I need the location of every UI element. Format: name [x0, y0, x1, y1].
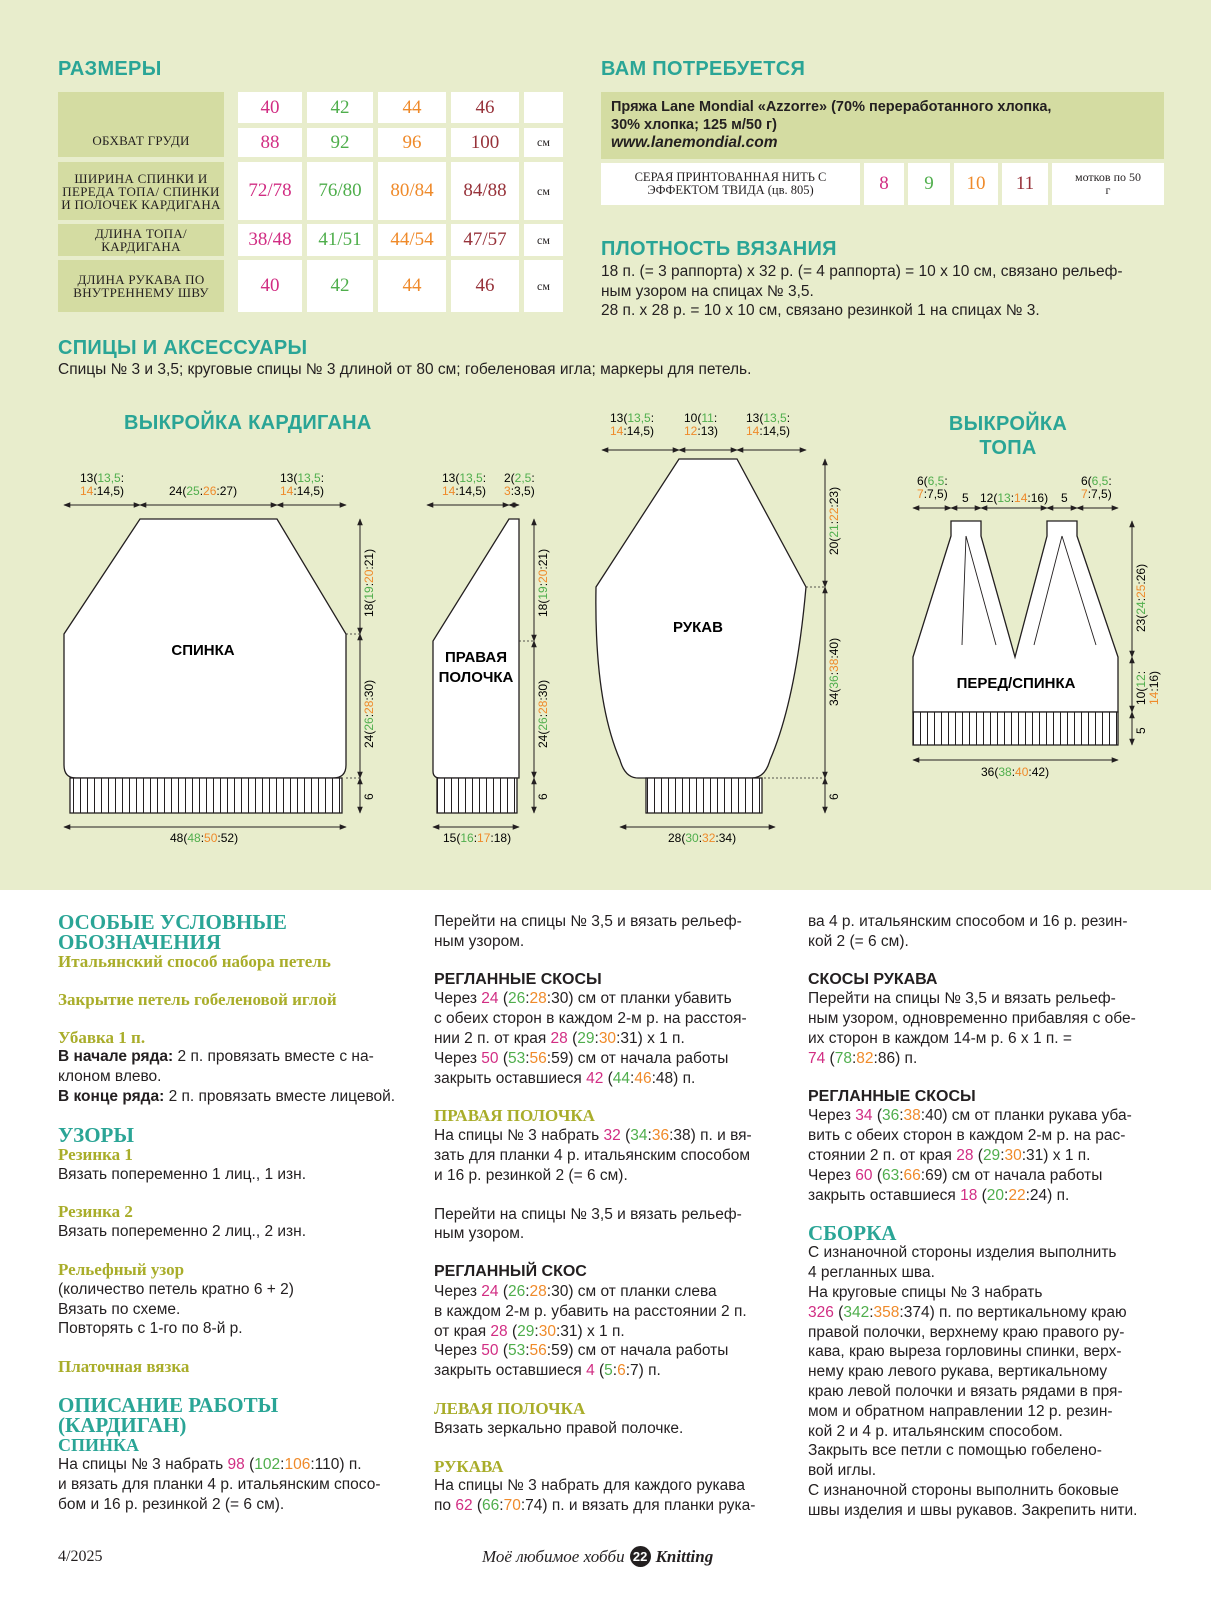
decrease-start	[58, 1047, 418, 1067]
svg-text:5: 5	[962, 491, 969, 505]
back-text-3: бом и 16 р. резинкой 2 (= 6 см).	[58, 1495, 285, 1513]
yarn-amount: 8	[864, 163, 904, 205]
svg-text:14:14,5): 14:14,5)	[442, 484, 487, 498]
yarn-color-label: СЕРАЯ ПРИНТОВАННАЯ НИТЬ С ЭФФЕКТОМ ТВИДА (цв. 805)	[601, 163, 860, 205]
decrease-title: Убавка 1 п.	[58, 1027, 146, 1047]
size-col-4: 46	[451, 92, 519, 123]
top-label: ПЕРЕД/СПИНКА	[956, 675, 1076, 692]
size-cell: 72/78	[238, 162, 302, 220]
symbols-heading-1: ОСОБЫЕ УСЛОВНЫЕ	[58, 910, 287, 934]
svg-text:12:13): 12:13)	[684, 424, 719, 438]
decrease-start-text-2: клоном влево.	[58, 1068, 162, 1086]
gauge-text	[601, 262, 1171, 321]
garter-title: Платочная вязка	[58, 1357, 190, 1377]
column-2: Перейти на спицы № 3,5 и вязать рельеф- ным узором. РЕГЛАННЫЕ СКОСЫ Через 24 (26:28:30) см от планки убавить с обеих сторон в каждом 2-м р. на расстоя- нии 2 п. от края 28 (29:30:31) х 1 п. Через 50 (53:56:59) см от начала работы закрыть оставшиеся 42 (44:46:48) п. ПРАВАЯ ПОЛОЧКА На спицы № 3 набрать 32 (34:36:38) п. и вя- зать для планки 4 р. итальянским способом и 16 р. резинкой 2 (= 6 см). Перейти на спицы № 3,5 и вязать рельеф- ным узором. РЕГЛАННЫЙ СКОС Через 24 (26:28:30) см от планки слева в каждом 2-м р. убавить на расстоянии 2 п. от края 28 (29:30:31) х 1 п. Через 50 (53:56:59) см от начала работы закрыть оставшиеся 4 (5:6:7) п. ЛЕВАЯ ПОЛОЧКА Вязать зеркально правой полочке. РУКАВА На спицы № 3 набрать для каждого рукава по 62 (66:70:74) п. и вязать для планки рука-	[434, 913, 756, 1515]
needles-text: Спицы № 3 и 3,5; круговые спицы № 3 длиной от 80 см; гобеленовая игла; маркеры для петель.	[58, 361, 752, 378]
svg-text:34(36:38:40): 34(36:38:40)	[827, 637, 841, 706]
column-1	[58, 912, 418, 1514]
size-cell: 44/54	[378, 224, 446, 256]
front-label-1: ПРАВАЯ	[445, 649, 507, 666]
yarn-amount-unit: мотков по 50 г	[1052, 163, 1164, 205]
svg-text:6(6,5:: 6(6,5:	[917, 474, 948, 488]
svg-text:7:7,5): 7:7,5)	[1081, 487, 1112, 501]
size-cell: 96	[378, 128, 446, 157]
svg-text:18(19:20:21): 18(19:20:21)	[362, 548, 376, 617]
svg-text:24(25:26:27): 24(25:26:27)	[169, 484, 238, 498]
pattern-schematics	[0, 395, 1211, 865]
decrease-start-label: В начале ряда:	[58, 1048, 174, 1066]
needles-heading: СПИЦЫ И АКСЕССУАРЫ	[58, 337, 308, 359]
size-cell: 38/48	[238, 224, 302, 256]
svg-text:10(12:: 10(12:	[1134, 670, 1148, 705]
yarn-amount: 10	[954, 163, 998, 205]
sizes-heading: РАЗМЕРЫ	[58, 58, 162, 80]
tapestry-bind-off: Закрытие петель гобеленовой иглой	[58, 989, 337, 1009]
size-label-sleeve: ДЛИНА РУКАВА ПО ВНУТРЕННЕМУ ШВУ	[58, 260, 224, 312]
sleeve-ribbing	[646, 778, 762, 813]
svg-text:14:16): 14:16)	[1147, 670, 1161, 705]
materials-heading: ВАМ ПОТРЕБУЕТСЯ	[601, 58, 806, 80]
size-cell: 44	[378, 260, 446, 312]
back-title: СПИНКА	[58, 1434, 140, 1455]
size-unit: см	[524, 224, 563, 256]
size-cell: 100	[451, 128, 519, 157]
svg-text:10(11:: 10(11:	[684, 411, 718, 425]
column-3: ва 4 р. итальянским способом и 16 р. резин- кой 2 (= 6 см). СКОСЫ РУКАВА Перейти на спицы № 3,5 и вязать рельеф- ным узором, одновременно прибавляя с обе- их сторон в каждом 14-м р. 6 х 1 п. = 74 (78:82:86) п. РЕГЛАННЫЕ СКОСЫ Через 34 (36:38:40) см от планки рукава уба- вить с обеих сторон в каждом 2-м р. на рас- стоянии 2 п. от края 28 (29:30:31) х 1 п. Через 60 (63:66:69) см от начала работы закрыть оставшиеся 18 (20:22:24) п. СБОРКА С изнаночной стороны изделия выполнить 4 регланных шва. На круговые спицы № 3 набрать 326 (342:358:374) п. по вертикальному краю правой полочки, верхнему краю правого ру- кава, краю выреза горловины спинки, верх- нему краю левого рукава, вертикальному краю левой полочки и вязать рядами в пря- мом и обратном направлении 12 р. резин- кой 2 и 4 р. итальянским способом. Закрыть все петли с помощью гобелено- вой иглы. С изнаночной стороны выполнить боковые швы изделия и швы рукавов. Закрепить нити.	[808, 913, 1138, 1519]
gauge-heading: ПЛОТНОСТЬ ВЯЗАНИЯ	[601, 238, 837, 260]
svg-text:6: 6	[536, 793, 550, 800]
svg-text:6: 6	[827, 793, 841, 800]
back-ribbing	[70, 778, 342, 813]
svg-text:2(2,5:: 2(2,5:	[504, 471, 535, 485]
size-cell: 84/88	[451, 162, 519, 220]
size-label-bust: ОБХВАТ ГРУДИ	[58, 92, 224, 157]
magazine-name: Моё любимое хобби	[482, 1546, 625, 1566]
yarn-line-1: Пряжа Lane Mondial «Azzorre» (70% переработанного хлопка,	[611, 99, 1052, 115]
decrease-end	[58, 1087, 418, 1107]
relief-text-2: Вязать по схеме.	[58, 1300, 181, 1318]
svg-text:13(13,5:: 13(13,5:	[442, 471, 487, 485]
symbols-heading-2: ОБОЗНАЧЕНИЯ	[58, 930, 222, 954]
svg-text:13(13,5:: 13(13,5:	[610, 411, 655, 425]
size-cell: 80/84	[378, 162, 446, 220]
svg-text:5: 5	[1134, 727, 1148, 734]
svg-text:14:14,5): 14:14,5)	[746, 424, 791, 438]
svg-text:6: 6	[362, 793, 376, 800]
work-heading-2: (КАРДИГАН)	[58, 1412, 187, 1437]
rib2-text: Вязать попеременно 2 лиц., 2 изн.	[58, 1223, 306, 1241]
size-unit: см	[524, 260, 563, 312]
svg-text:36(38:40:42): 36(38:40:42)	[981, 765, 1050, 779]
top-ribbing	[913, 712, 1118, 745]
issue-number: 4/2025	[58, 1548, 103, 1565]
size-col-2: 42	[307, 92, 373, 123]
top-title-line-2: ТОПА	[979, 437, 1037, 459]
size-label-length: ДЛИНА ТОПА/ КАРДИГАНА	[58, 224, 224, 256]
svg-text:14:14,5): 14:14,5)	[610, 424, 655, 438]
rib1-text: Вязать попеременно 1 лиц., 1 изн.	[58, 1165, 306, 1183]
yarn-website: www.lanemondial.com	[611, 134, 778, 151]
work-heading-1: ОПИСАНИЕ РАБОТЫ	[58, 1392, 279, 1417]
cardigan-schema-title: ВЫКРОЙКА КАРДИГАНА	[124, 412, 372, 434]
relief-text-3: Повторять с 1-го по 8-й р.	[58, 1320, 243, 1338]
svg-text:3:3,5): 3:3,5)	[504, 484, 535, 498]
svg-text:28(30:32:34): 28(30:32:34)	[668, 831, 737, 845]
relief-title: Рельефный узор	[58, 1259, 185, 1279]
svg-text:20(21:22:23): 20(21:22:23)	[827, 486, 841, 555]
yarn-box	[601, 92, 1164, 159]
gauge-line-1: 18 п. (= 3 раппорта) х 32 р. (= 4 раппорта) = 10 х 10 см, связано рельеф-	[601, 263, 1123, 280]
back-text-2: и вязать для планки 4 р. итальянским спосо-	[58, 1475, 381, 1493]
size-col-blank	[524, 92, 563, 123]
relief-text-1: (количество петель кратно 6 + 2)	[58, 1280, 294, 1298]
page-number: 22	[630, 1546, 651, 1567]
size-cell: 88	[238, 128, 302, 157]
svg-text:13(13,5:: 13(13,5:	[80, 471, 125, 485]
svg-text:18(19:20:21): 18(19:20:21)	[536, 548, 550, 617]
back-text-1: На спицы № 3 набрать 98 (102:106:110) п.	[58, 1455, 362, 1473]
svg-text:24(26:28:30): 24(26:28:30)	[536, 679, 550, 748]
footer-magazine	[482, 1546, 713, 1567]
svg-text:14:14,5): 14:14,5)	[80, 484, 125, 498]
yarn-line-2: 30% хлопка; 125 м/50 г)	[611, 117, 777, 133]
svg-text:13(13,5:: 13(13,5:	[746, 411, 791, 425]
svg-text:12(13:14:16): 12(13:14:16)	[980, 491, 1049, 505]
decrease-end-label: В конце ряда:	[58, 1087, 165, 1105]
size-cell: 40	[238, 260, 302, 312]
sleeve-label: РУКАВ	[673, 619, 723, 636]
back-text-1a: На спицы № 3 набрать	[58, 1455, 228, 1473]
rib1-title: Резинка 1	[58, 1144, 133, 1164]
size-cell: 42	[307, 260, 373, 312]
size-col-1: 40	[238, 92, 302, 123]
top-title-line-1: ВЫКРОЙКА	[948, 413, 1068, 435]
svg-text:13(13,5:: 13(13,5:	[280, 471, 325, 485]
size-unit: см	[524, 162, 563, 220]
size-label-width: ШИРИНА СПИНКИ И ПЕРЕДА ТОПА/ СПИНКИ И ПОЛОЧЕК КАРДИГАНА	[58, 162, 224, 220]
size-unit: см	[524, 128, 563, 157]
svg-text:15(16:17:18): 15(16:17:18)	[443, 831, 512, 845]
svg-text:24(26:28:30): 24(26:28:30)	[362, 679, 376, 748]
size-cell: 46	[451, 260, 519, 312]
italian-cast-on: Итальянский способ набора петель	[58, 952, 331, 971]
decrease-start-text: 2 п. провязать вместе с на-	[173, 1048, 374, 1066]
size-cell: 41/51	[307, 224, 373, 256]
front-ribbing	[437, 778, 517, 813]
svg-text:5: 5	[1061, 491, 1068, 505]
gauge-line-2: ным узором на спицах № 3,5.	[601, 282, 814, 300]
svg-text:23(24:25:26): 23(24:25:26)	[1134, 563, 1148, 632]
gauge-line-3: 28 п. х 28 р. = 10 х 10 см, связано резинкой 1 на спицах № 3.	[601, 302, 1040, 319]
size-cell: 92	[307, 128, 373, 157]
svg-text:14:14,5): 14:14,5)	[280, 484, 325, 498]
size-cell: 76/80	[307, 162, 373, 220]
yarn-amount: 9	[908, 163, 950, 205]
svg-text:7:7,5): 7:7,5)	[917, 487, 948, 501]
svg-text:6(6,5:: 6(6,5:	[1081, 474, 1112, 488]
back-text-1b: п.	[344, 1455, 362, 1473]
section-name: Knitting	[655, 1546, 714, 1566]
decrease-end-text: 2 п. провязать вместе лицевой.	[164, 1087, 396, 1105]
back-label: СПИНКА	[171, 642, 235, 659]
size-cell: 47/57	[451, 224, 519, 256]
patterns-heading: УЗОРЫ	[58, 1122, 135, 1147]
front-label-2: ПОЛОЧКА	[438, 669, 514, 686]
rib2-title: Резинка 2	[58, 1202, 133, 1222]
svg-text:48(48:50:52): 48(48:50:52)	[170, 831, 239, 845]
yarn-amount: 11	[1002, 163, 1048, 205]
size-col-3: 44	[378, 92, 446, 123]
